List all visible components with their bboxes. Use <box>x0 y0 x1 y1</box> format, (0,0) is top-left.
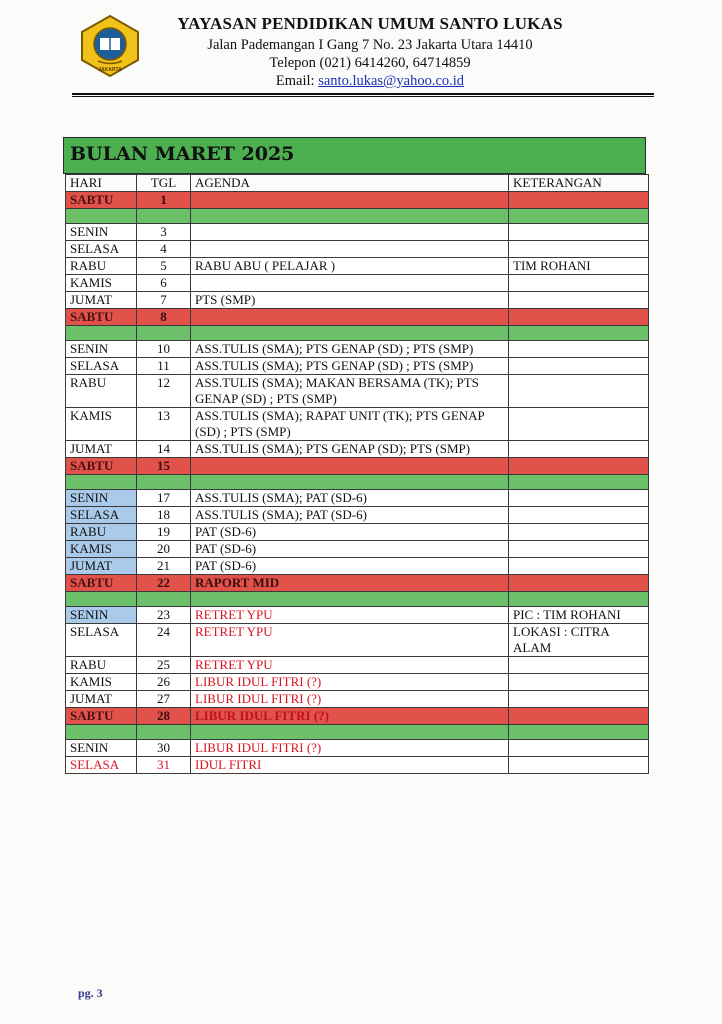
separator-cell <box>66 592 137 607</box>
date-cell: 1 <box>137 192 191 209</box>
date-cell: 10 <box>137 341 191 358</box>
day-cell: RABU <box>66 258 137 275</box>
table-row <box>66 258 649 275</box>
agenda-cell <box>191 224 509 241</box>
week-separator-row <box>66 725 649 740</box>
separator-cell <box>137 475 191 490</box>
date-cell: 5 <box>137 258 191 275</box>
separator-cell <box>137 326 191 341</box>
table-row <box>66 275 649 292</box>
day-cell: SELASA <box>66 624 137 657</box>
agenda-cell: LIBUR IDUL FITRI (?) <box>191 740 509 757</box>
date-cell: 23 <box>137 607 191 624</box>
separator-cell <box>66 209 137 224</box>
date-cell: 17 <box>137 490 191 507</box>
logo-text: JAKARTA <box>98 67 122 73</box>
agenda-cell: ASS.TULIS (SMA); PTS GENAP (SD) ; PTS (SMP) <box>191 358 509 375</box>
date-cell: 26 <box>137 674 191 691</box>
col-keterangan: KETERANGAN <box>509 175 649 192</box>
agenda-table <box>65 174 649 774</box>
note-cell <box>509 292 649 309</box>
header-divider <box>72 93 654 95</box>
day-cell: KAMIS <box>66 541 137 558</box>
page-number: pg. 3 <box>78 986 103 1000</box>
agenda-cell: PAT (SD-6) <box>191 558 509 575</box>
email-label: Email: <box>275 73 319 89</box>
table-row <box>66 490 649 507</box>
agenda-cell: ASS.TULIS (SMA); RAPAT UNIT (TK); PTS GENAP (SD) ; PTS (SMP) <box>191 408 509 441</box>
agenda-cell <box>191 309 509 326</box>
agenda-cell: ASS.TULIS (SMA); PTS GENAP (SD) ; PTS (SMP) <box>191 341 509 358</box>
date-cell: 11 <box>137 358 191 375</box>
month-title: BULAN MARET 2025 <box>70 143 295 165</box>
separator-cell <box>137 592 191 607</box>
note-cell <box>509 490 649 507</box>
phone-line: Telepon (021) 6414260, 64714859 <box>269 55 471 71</box>
table-row <box>66 292 649 309</box>
day-cell: JUMAT <box>66 691 137 708</box>
separator-cell <box>191 592 509 607</box>
table-row <box>66 757 649 774</box>
table-row <box>66 558 649 575</box>
note-cell <box>509 275 649 292</box>
day-cell: SABTU <box>66 309 137 326</box>
note-cell: TIM ROHANI <box>509 258 649 275</box>
table-row <box>66 624 649 657</box>
note-cell <box>509 358 649 375</box>
note-cell <box>509 657 649 674</box>
agenda-cell: ASS.TULIS (SMA); PAT (SD-6) <box>191 507 509 524</box>
week-separator-row <box>66 592 649 607</box>
email-line <box>150 73 590 90</box>
agenda-cell: RETRET YPU <box>191 607 509 624</box>
date-cell: 18 <box>137 507 191 524</box>
note-cell <box>509 691 649 708</box>
note-cell <box>509 224 649 241</box>
table-header-row <box>66 175 649 192</box>
week-separator-row <box>66 475 649 490</box>
note-cell <box>509 441 649 458</box>
day-cell: SELASA <box>66 507 137 524</box>
agenda-cell: RAPORT MID <box>191 575 509 592</box>
note-cell <box>509 674 649 691</box>
table-row <box>66 507 649 524</box>
separator-cell <box>66 326 137 341</box>
note-cell <box>509 309 649 326</box>
agenda-cell <box>191 192 509 209</box>
separator-cell <box>509 725 649 740</box>
day-cell: JUMAT <box>66 292 137 309</box>
agenda-cell: LIBUR IDUL FITRI (?) <box>191 708 509 725</box>
date-cell: 28 <box>137 708 191 725</box>
header-divider-thin <box>72 96 654 97</box>
note-cell <box>509 458 649 475</box>
note-cell <box>509 757 649 774</box>
separator-cell <box>509 209 649 224</box>
day-cell: RABU <box>66 375 137 408</box>
table-row <box>66 408 649 441</box>
day-cell: SENIN <box>66 740 137 757</box>
agenda-cell: ASS.TULIS (SMA); PTS GENAP (SD); PTS (SMP) <box>191 441 509 458</box>
agenda-cell: RETRET YPU <box>191 624 509 657</box>
table-row <box>66 575 649 592</box>
agenda-cell <box>191 241 509 258</box>
note-cell <box>509 192 649 209</box>
day-cell: SENIN <box>66 607 137 624</box>
day-cell: SENIN <box>66 224 137 241</box>
note-cell <box>509 558 649 575</box>
table-row <box>66 708 649 725</box>
school-logo <box>78 14 142 78</box>
note-cell <box>509 375 649 408</box>
day-cell: KAMIS <box>66 674 137 691</box>
separator-cell <box>66 475 137 490</box>
date-cell: 13 <box>137 408 191 441</box>
separator-cell <box>191 725 509 740</box>
agenda-cell: RETRET YPU <box>191 657 509 674</box>
day-cell: SELASA <box>66 241 137 258</box>
day-cell: KAMIS <box>66 275 137 292</box>
date-cell: 7 <box>137 292 191 309</box>
table-row <box>66 740 649 757</box>
date-cell: 4 <box>137 241 191 258</box>
date-cell: 6 <box>137 275 191 292</box>
note-cell <box>509 524 649 541</box>
agenda-cell <box>191 458 509 475</box>
agenda-cell: RABU ABU ( PELAJAR ) <box>191 258 509 275</box>
email-link[interactable]: santo.lukas@yahoo.co.id <box>318 73 465 89</box>
day-cell: SABTU <box>66 575 137 592</box>
day-cell: JUMAT <box>66 558 137 575</box>
col-agenda: AGENDA <box>191 175 509 192</box>
col-hari: HARI <box>66 175 137 192</box>
note-cell <box>509 541 649 558</box>
agenda-cell: PTS (SMP) <box>191 292 509 309</box>
day-cell: RABU <box>66 657 137 674</box>
table-row <box>66 691 649 708</box>
date-cell: 25 <box>137 657 191 674</box>
agenda-cell: PAT (SD-6) <box>191 524 509 541</box>
date-cell: 14 <box>137 441 191 458</box>
table-row <box>66 309 649 326</box>
agenda-cell: ASS.TULIS (SMA); MAKAN BERSAMA (TK); PTS GENAP (SD) ; PTS (SMP) <box>191 375 509 408</box>
day-cell: SABTU <box>66 192 137 209</box>
day-cell: SELASA <box>66 757 137 774</box>
day-cell: SELASA <box>66 358 137 375</box>
date-cell: 24 <box>137 624 191 657</box>
note-cell: PIC : TIM ROHANI <box>509 607 649 624</box>
note-cell <box>509 408 649 441</box>
date-cell: 31 <box>137 757 191 774</box>
date-cell: 19 <box>137 524 191 541</box>
table-row <box>66 241 649 258</box>
address-line: Jalan Pademangan I Gang 7 No. 23 Jakarta Utara 14410 <box>207 37 533 53</box>
date-cell: 30 <box>137 740 191 757</box>
date-cell: 21 <box>137 558 191 575</box>
table-row <box>66 192 649 209</box>
agenda-cell: LIBUR IDUL FITRI (?) <box>191 691 509 708</box>
table-row <box>66 358 649 375</box>
foundation-title: YAYASAN PENDIDIKAN UMUM SANTO LUKAS <box>177 14 563 33</box>
agenda-cell <box>191 275 509 292</box>
separator-cell <box>191 209 509 224</box>
date-cell: 27 <box>137 691 191 708</box>
day-cell: SABTU <box>66 708 137 725</box>
separator-cell <box>509 475 649 490</box>
separator-cell <box>137 209 191 224</box>
day-cell: JUMAT <box>66 441 137 458</box>
separator-cell <box>191 326 509 341</box>
table-row <box>66 541 649 558</box>
date-cell: 8 <box>137 309 191 326</box>
note-cell: LOKASI : CITRA ALAM <box>509 624 649 657</box>
month-banner <box>63 137 646 174</box>
table-row <box>66 524 649 541</box>
note-cell <box>509 241 649 258</box>
separator-cell <box>137 725 191 740</box>
table-row <box>66 441 649 458</box>
table-row <box>66 674 649 691</box>
table-row <box>66 607 649 624</box>
table-row <box>66 458 649 475</box>
note-cell <box>509 341 649 358</box>
note-cell <box>509 507 649 524</box>
date-cell: 3 <box>137 224 191 241</box>
date-cell: 20 <box>137 541 191 558</box>
week-separator-row <box>66 326 649 341</box>
col-tgl: TGL <box>137 175 191 192</box>
date-cell: 22 <box>137 575 191 592</box>
day-cell: RABU <box>66 524 137 541</box>
date-cell: 12 <box>137 375 191 408</box>
day-cell: SENIN <box>66 490 137 507</box>
table-row <box>66 224 649 241</box>
separator-cell <box>509 326 649 341</box>
note-cell <box>509 575 649 592</box>
agenda-cell: LIBUR IDUL FITRI (?) <box>191 674 509 691</box>
week-separator-row <box>66 209 649 224</box>
table-row <box>66 341 649 358</box>
agenda-cell: PAT (SD-6) <box>191 541 509 558</box>
table-row <box>66 375 649 408</box>
agenda-cell: IDUL FITRI <box>191 757 509 774</box>
separator-cell <box>66 725 137 740</box>
agenda-cell: ASS.TULIS (SMA); PAT (SD-6) <box>191 490 509 507</box>
date-cell: 15 <box>137 458 191 475</box>
separator-cell <box>509 592 649 607</box>
day-cell: KAMIS <box>66 408 137 441</box>
separator-cell <box>191 475 509 490</box>
day-cell: SENIN <box>66 341 137 358</box>
table-row <box>66 657 649 674</box>
note-cell <box>509 740 649 757</box>
day-cell: SABTU <box>66 458 137 475</box>
note-cell <box>509 708 649 725</box>
